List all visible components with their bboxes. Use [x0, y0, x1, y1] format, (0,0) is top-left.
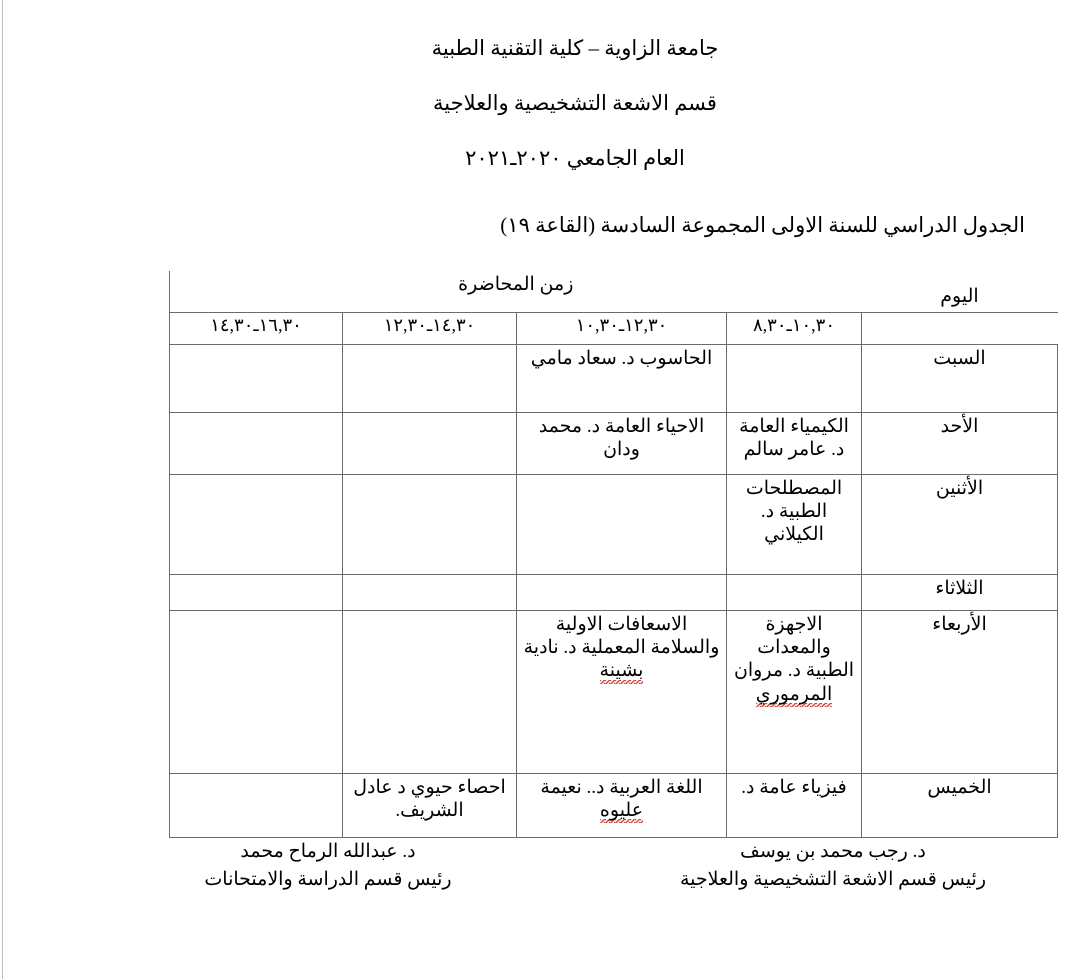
class-cell — [727, 413, 862, 475]
signature-right-name: د. رجب محمد بن يوسف — [740, 841, 926, 862]
schedule-table-wrapper — [170, 271, 1058, 838]
signature-left — [118, 838, 538, 893]
header-timeslot-2: ١٢,٣٠ـ١٠,٣٠ — [517, 313, 727, 345]
class-subject-text: المصطلحات الطبية د. الكيلاني — [745, 478, 843, 546]
class-cell — [343, 611, 517, 774]
misspelled-word: عليوه — [600, 799, 643, 823]
header-day-spacer — [862, 313, 1058, 345]
class-subject-text: احصاء حيوي د عادل الشريف. — [353, 777, 506, 822]
signature-left-name: د. عبدالله الرماح محمد — [240, 841, 416, 862]
class-subject-text: الحاسوب د. سعاد مامي — [530, 348, 713, 369]
class-cell — [517, 413, 727, 475]
heading-academic-year: العام الجامعي ٢٠٢٠ـ٢٠٢١ — [465, 146, 685, 170]
class-cell — [170, 611, 343, 774]
class-subject-text: اللغة العربية د.. نعيمة — [540, 777, 703, 798]
signature-names-row — [43, 838, 1058, 893]
class-cell — [517, 345, 727, 413]
header-day-text: اليوم — [940, 286, 979, 307]
class-cell — [727, 475, 862, 575]
signature-footer — [43, 838, 1058, 893]
class-cell — [727, 575, 862, 611]
table-row — [170, 413, 1058, 475]
class-cell — [170, 345, 343, 413]
day-name-cell: الأربعاء — [862, 611, 1058, 774]
header-timeslot-4: ١٦,٣٠ـ١٤,٣٠ — [170, 313, 343, 345]
class-cell — [517, 774, 727, 838]
schedule-subtitle: الجدول الدراسي للسنة الاولى المجموعة السادسة (القاعة ١٩) — [500, 213, 1025, 237]
class-cell — [517, 575, 727, 611]
class-cell — [343, 475, 517, 575]
class-cell — [170, 774, 343, 838]
class-subject-text: الاجهزة والمعدات الطبية د. مروان — [733, 614, 855, 682]
header-time-group-label: زمن المحاضرة — [170, 271, 862, 313]
class-cell — [727, 345, 862, 413]
day-name-cell: السبت — [862, 345, 1058, 413]
class-cell — [343, 575, 517, 611]
class-cell — [343, 774, 517, 838]
signature-left-title: رئيس قسم الدراسة والامتحانات — [204, 868, 452, 890]
class-cell — [517, 611, 727, 774]
class-cell — [170, 575, 343, 611]
class-cell — [727, 611, 862, 774]
class-cell — [343, 413, 517, 475]
day-name-cell: الثلاثاء — [862, 575, 1058, 611]
schedule-table — [169, 271, 1058, 838]
misspelled-word: المرموري — [756, 683, 833, 707]
table-row — [170, 774, 1058, 838]
class-subject-text: فيزياء عامة د. — [741, 777, 847, 798]
class-subject-text: الكيمياء العامة د. عامر سالم — [739, 416, 849, 461]
misspelled-word: بشينة — [600, 659, 644, 683]
header-row-group — [170, 271, 1058, 313]
schedule-table-head — [170, 271, 1058, 345]
heading-department: قسم الاشعة التشخيصية والعلاجية — [433, 91, 717, 115]
header-row-times — [170, 313, 1058, 345]
class-cell — [170, 413, 343, 475]
class-cell — [170, 475, 343, 575]
day-name-cell: الأحد — [862, 413, 1058, 475]
class-subject-text: الاسعافات الاولية والسلامة المعملية د. نادية — [523, 614, 720, 659]
signature-right — [608, 838, 1058, 893]
class-cell — [517, 475, 727, 575]
class-subject-text: الاحياء العامة د. محمد ودان — [538, 416, 705, 461]
signature-right-title: رئيس قسم الاشعة التشخيصية والعلاجية — [679, 868, 987, 890]
header-timeslot-3: ١٤,٣٠ـ١٢,٣٠ — [343, 313, 517, 345]
day-name-cell: الأثنين — [862, 475, 1058, 575]
class-cell — [343, 345, 517, 413]
document-headings — [70, 38, 1080, 203]
table-row — [170, 575, 1058, 611]
header-day-label — [862, 271, 1058, 313]
class-cell — [727, 774, 862, 838]
table-row — [170, 345, 1058, 413]
header-timeslot-1: ١٠,٣٠ـ٨,٣٠ — [727, 313, 862, 345]
schedule-table-body — [170, 345, 1058, 838]
heading-university: جامعة الزاوية – كلية التقنية الطبية — [431, 36, 719, 60]
table-row — [170, 475, 1058, 575]
table-row — [170, 611, 1058, 774]
day-name-cell: الخميس — [862, 774, 1058, 838]
